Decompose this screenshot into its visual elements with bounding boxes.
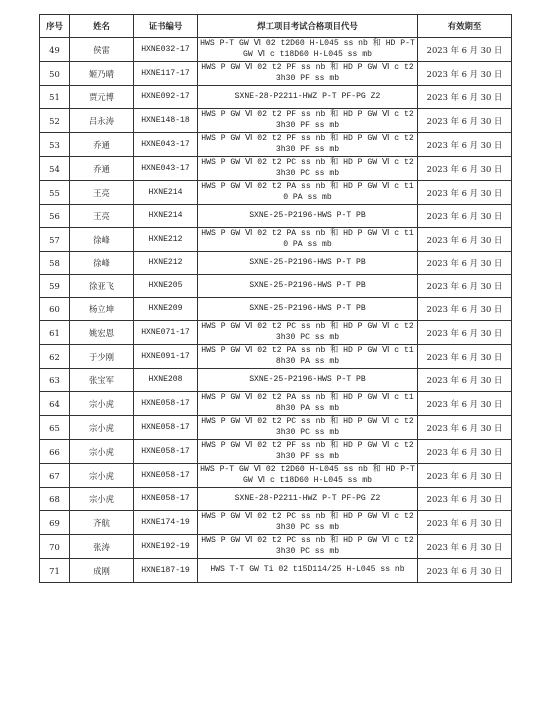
table-row: [40, 511, 512, 535]
valid-until: 2023 年 6 月 30 日: [418, 275, 512, 298]
certificate-number: HXNE209: [134, 298, 198, 321]
row-number: 49: [40, 38, 70, 62]
qualification-code: SXNE-25-P2196-HWS P-T PB: [198, 298, 418, 321]
header-date: 有效期至: [418, 15, 512, 38]
row-number: 59: [40, 275, 70, 298]
valid-until: 2023 年 6 月 30 日: [418, 345, 512, 369]
table-row: [40, 228, 512, 252]
valid-until: 2023 年 6 月 30 日: [418, 511, 512, 535]
row-number: 69: [40, 511, 70, 535]
valid-until: 2023 年 6 月 30 日: [418, 416, 512, 440]
row-number: 52: [40, 109, 70, 133]
certificate-number: HXNE091-17: [134, 345, 198, 369]
valid-until: 2023 年 6 月 30 日: [418, 252, 512, 275]
valid-until: 2023 年 6 月 30 日: [418, 228, 512, 252]
table-row: [40, 275, 512, 298]
qualification-code: HWS P GW Ⅵ 02 t2 PA ss nb 和 HD P GW Ⅵ c t10 PA ss mb: [198, 181, 418, 205]
certificate-number: HXNE187-19: [134, 559, 198, 583]
row-number: 50: [40, 62, 70, 86]
welder-name: 姚宏恩: [70, 321, 134, 345]
valid-until: 2023 年 6 月 30 日: [418, 181, 512, 205]
qualification-code: HWS P-T GW Ⅵ 02 t2D60 H-L045 ss nb 和 HD P-T GW Ⅵ c t18D60 H-L045 ss mb: [198, 464, 418, 488]
row-number: 68: [40, 488, 70, 511]
certificate-number: HXNE058-17: [134, 488, 198, 511]
row-number: 51: [40, 86, 70, 109]
valid-until: 2023 年 6 月 30 日: [418, 86, 512, 109]
certificate-number: HXNE212: [134, 252, 198, 275]
header-cert: 证书编号: [134, 15, 198, 38]
qualification-code: HWS P GW Ⅵ 02 t2 PF ss nb 和 HD P GW Ⅵ c t23h30 PF ss mb: [198, 109, 418, 133]
valid-until: 2023 年 6 月 30 日: [418, 559, 512, 583]
row-number: 66: [40, 440, 70, 464]
welder-name: 贾元博: [70, 86, 134, 109]
row-number: 57: [40, 228, 70, 252]
welder-name: 张宝军: [70, 369, 134, 392]
certificate-number: HXNE032-17: [134, 38, 198, 62]
valid-until: 2023 年 6 月 30 日: [418, 321, 512, 345]
qualification-code: SXNE-25-P2196-HWS P-T PB: [198, 252, 418, 275]
certificate-number: HXNE192-19: [134, 535, 198, 559]
valid-until: 2023 年 6 月 30 日: [418, 133, 512, 157]
row-number: 53: [40, 133, 70, 157]
table-row: [40, 62, 512, 86]
welder-name: 徐峰: [70, 252, 134, 275]
row-number: 61: [40, 321, 70, 345]
certificate-number: HXNE092-17: [134, 86, 198, 109]
certificate-number: HXNE058-17: [134, 392, 198, 416]
row-number: 63: [40, 369, 70, 392]
qualification-code: SXNE-28-P2211-HWZ P-T PF-PG Z2: [198, 86, 418, 109]
row-number: 62: [40, 345, 70, 369]
qualification-code: SXNE-25-P2196-HWS P-T PB: [198, 369, 418, 392]
certificate-number: HXNE205: [134, 275, 198, 298]
qualification-code: HWS P GW Ⅵ 02 t2 PC ss nb 和 HD P GW Ⅵ c t23h30 PC ss mb: [198, 321, 418, 345]
table-row: [40, 252, 512, 275]
valid-until: 2023 年 6 月 30 日: [418, 38, 512, 62]
row-number: 70: [40, 535, 70, 559]
welder-name: 侯雷: [70, 38, 134, 62]
table-row: [40, 205, 512, 228]
welder-name: 于少刚: [70, 345, 134, 369]
certificate-number: HXNE214: [134, 181, 198, 205]
certificate-number: HXNE214: [134, 205, 198, 228]
certificate-number: HXNE148-18: [134, 109, 198, 133]
table-row: [40, 535, 512, 559]
valid-until: 2023 年 6 月 30 日: [418, 392, 512, 416]
certificate-number: HXNE174-19: [134, 511, 198, 535]
welder-name: 宗小虎: [70, 464, 134, 488]
welder-name: 宗小虎: [70, 392, 134, 416]
valid-until: 2023 年 6 月 30 日: [418, 440, 512, 464]
welder-name: 徐亚飞: [70, 275, 134, 298]
certificate-number: HXNE058-17: [134, 440, 198, 464]
table-row: [40, 416, 512, 440]
certificate-number: HXNE208: [134, 369, 198, 392]
welder-name: 吕永涛: [70, 109, 134, 133]
table-row: [40, 392, 512, 416]
qualification-table: [39, 14, 512, 583]
valid-until: 2023 年 6 月 30 日: [418, 157, 512, 181]
row-number: 55: [40, 181, 70, 205]
qualification-code: HWS P GW Ⅵ 02 t2 PC ss nb 和 HD P GW Ⅵ c t23h30 PC ss mb: [198, 535, 418, 559]
qualification-code: HWS T-T GW Ti 02 t15D114/25 H-L045 ss nb: [198, 559, 418, 583]
table-row: [40, 345, 512, 369]
row-number: 58: [40, 252, 70, 275]
certificate-number: HXNE043-17: [134, 157, 198, 181]
header-code: 焊工项目考试合格项目代号: [198, 15, 418, 38]
row-number: 64: [40, 392, 70, 416]
qualification-code: SXNE-25-P2196-HWS P-T PB: [198, 275, 418, 298]
row-number: 60: [40, 298, 70, 321]
table-row: [40, 38, 512, 62]
header-no: 序号: [40, 15, 70, 38]
qualification-code: HWS P GW Ⅵ 02 t2 PA ss nb 和 HD P GW Ⅵ c t18h30 PA ss mb: [198, 345, 418, 369]
welder-name: 姬乃晴: [70, 62, 134, 86]
valid-until: 2023 年 6 月 30 日: [418, 464, 512, 488]
welder-name: 成刚: [70, 559, 134, 583]
certificate-number: HXNE071-17: [134, 321, 198, 345]
table-row: [40, 157, 512, 181]
qualification-code: HWS P GW Ⅵ 02 t2 PA ss nb 和 HD P GW Ⅵ c t18h30 PA ss mb: [198, 392, 418, 416]
welder-name: 王亮: [70, 181, 134, 205]
table-row: [40, 464, 512, 488]
qualification-code: HWS P GW Ⅵ 02 t2 PC ss nb 和 HD P GW Ⅵ c t23h30 PC ss mb: [198, 157, 418, 181]
valid-until: 2023 年 6 月 30 日: [418, 109, 512, 133]
valid-until: 2023 年 6 月 30 日: [418, 535, 512, 559]
welder-name: 乔通: [70, 157, 134, 181]
qualification-code: HWS P GW Ⅵ 02 t2 PA ss nb 和 HD P GW Ⅵ c t10 PA ss mb: [198, 228, 418, 252]
welder-name: 乔通: [70, 133, 134, 157]
valid-until: 2023 年 6 月 30 日: [418, 369, 512, 392]
qualification-code: HWS P GW Ⅵ 02 t2 PF ss nb 和 HD P GW Ⅵ c t23h30 PF ss mb: [198, 440, 418, 464]
table-body: [40, 38, 512, 583]
table-row: [40, 109, 512, 133]
row-number: 67: [40, 464, 70, 488]
qualification-code: HWS P-T GW Ⅵ 02 t2D60 H-L045 ss nb 和 HD P-T GW Ⅵ c t18D60 H-L045 ss mb: [198, 38, 418, 62]
row-number: 65: [40, 416, 70, 440]
qualification-code: HWS P GW Ⅵ 02 t2 PF ss nb 和 HD P GW Ⅵ c t23h30 PF ss mb: [198, 133, 418, 157]
qualification-code: HWS P GW Ⅵ 02 t2 PC ss nb 和 HD P GW Ⅵ c t23h30 PC ss mb: [198, 416, 418, 440]
table-row: [40, 559, 512, 583]
certificate-number: HXNE058-17: [134, 464, 198, 488]
certificate-number: HXNE043-17: [134, 133, 198, 157]
certificate-number: HXNE212: [134, 228, 198, 252]
table-row: [40, 369, 512, 392]
qualification-code: HWS P GW Ⅵ 02 t2 PC ss nb 和 HD P GW Ⅵ c t23h30 PC ss mb: [198, 511, 418, 535]
table-row: [40, 321, 512, 345]
valid-until: 2023 年 6 月 30 日: [418, 62, 512, 86]
qualification-code: HWS P GW Ⅵ 02 t2 PF ss nb 和 HD P GW Ⅵ c t23h30 PF ss mb: [198, 62, 418, 86]
row-number: 54: [40, 157, 70, 181]
row-number: 71: [40, 559, 70, 583]
welder-name: 宗小虎: [70, 440, 134, 464]
welder-name: 杨立坤: [70, 298, 134, 321]
welder-name: 齐航: [70, 511, 134, 535]
welder-name: 徐峰: [70, 228, 134, 252]
table-row: [40, 181, 512, 205]
welder-name: 张涛: [70, 535, 134, 559]
valid-until: 2023 年 6 月 30 日: [418, 488, 512, 511]
table-row: [40, 133, 512, 157]
welder-name: 王亮: [70, 205, 134, 228]
table-row: [40, 440, 512, 464]
table-row: [40, 86, 512, 109]
header-name: 姓名: [70, 15, 134, 38]
certificate-number: HXNE117-17: [134, 62, 198, 86]
welder-qualification-sheet: [39, 14, 512, 583]
table-row: [40, 488, 512, 511]
certificate-number: HXNE058-17: [134, 416, 198, 440]
qualification-code: SXNE-25-P2196-HWS P-T PB: [198, 205, 418, 228]
welder-name: 宗小虎: [70, 416, 134, 440]
qualification-code: SXNE-28-P2211-HWZ P-T PF-PG Z2: [198, 488, 418, 511]
header-row: [40, 15, 512, 38]
welder-name: 宗小虎: [70, 488, 134, 511]
valid-until: 2023 年 6 月 30 日: [418, 298, 512, 321]
table-row: [40, 298, 512, 321]
valid-until: 2023 年 6 月 30 日: [418, 205, 512, 228]
row-number: 56: [40, 205, 70, 228]
